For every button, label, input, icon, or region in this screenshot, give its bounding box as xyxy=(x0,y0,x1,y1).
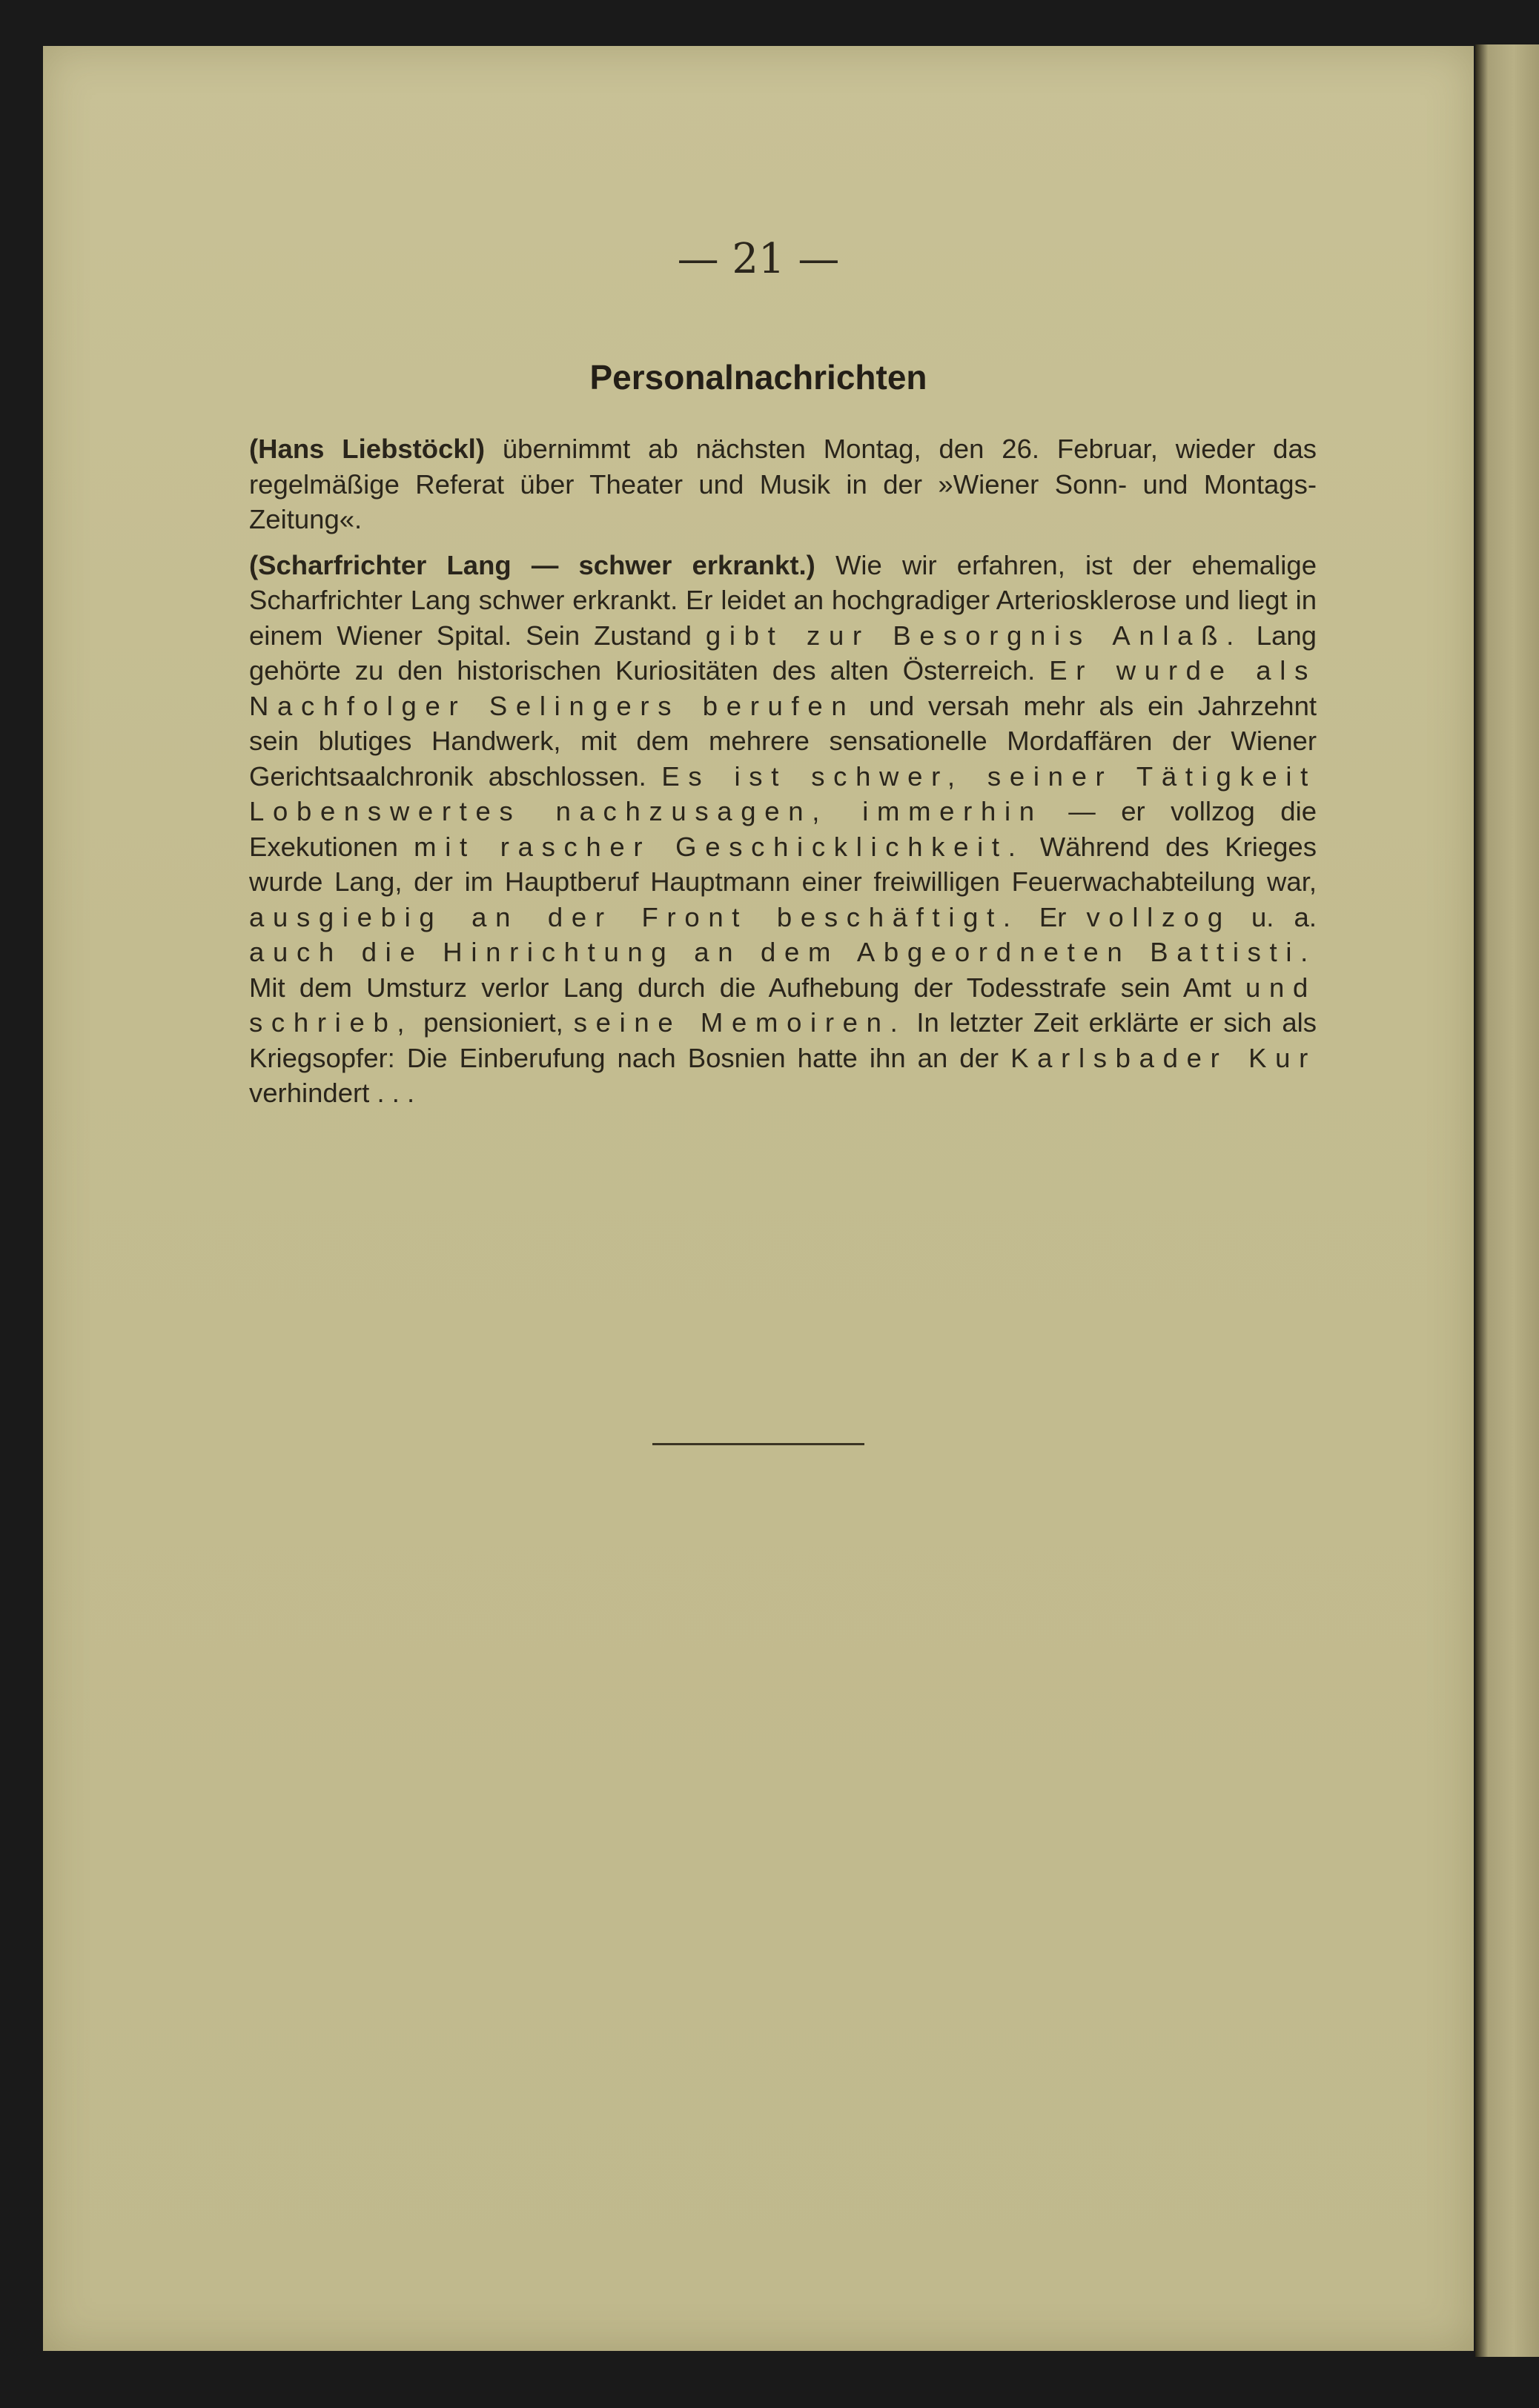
article-lead: (Scharfrichter Lang — schwer erkrankt.) xyxy=(249,549,815,580)
article-text: In letzter Zeit erklärte er sich als Kriegsopfer: Die Einberufung nach Bosnien hatte ihn an der xyxy=(249,1007,1317,1073)
next-page-edge xyxy=(1475,44,1539,2357)
article-text: verhindert . . . xyxy=(249,1078,415,1108)
spaced-text: auch die Hinrichtung an dem Abgeordneten Battisti. xyxy=(249,937,1317,967)
spaced-text: seine Memoiren. xyxy=(573,1007,907,1038)
spaced-text: Karlsbader Kur xyxy=(1010,1042,1317,1073)
end-rule xyxy=(652,1443,864,1445)
article-text: übernimmt ab nächsten Montag, den 26. Februar, wieder das regelmäßige Referat über Theater und Musik in der »Wiener Sonn- und Montags-Zeitung«. xyxy=(249,434,1317,534)
article-lang xyxy=(249,548,1317,1111)
article-text: und versah mehr als ein Jahrzehnt sein blutiges Handwerk, mit dem mehrere sensationelle Mordaffären der Wiener Gerichtsaalchronik abschlossen. xyxy=(249,690,1317,792)
spaced-text: Er wurde als Nachfolger Selingers berufen xyxy=(249,655,1317,721)
article-text: Wie wir erfahren, ist der ehemalige Scharfrichter Lang schwer erkrankt. Er leidet an hochgradiger Arteriosklerose und liegt in einem Wiener Spital. Sein Zustand xyxy=(249,549,1317,651)
article-text: Während des Krieges wurde Lang, der im Hauptberuf Hauptmann einer freiwilligen Feuerwachabteilung war, xyxy=(249,831,1317,897)
article-text: — er vollzog die Exekutionen xyxy=(249,796,1317,862)
article-text: Lang gehörte zu den historischen Kuriositäten des alten Österreich. xyxy=(249,620,1317,686)
article-text: Er xyxy=(1019,901,1087,932)
section-heading: Personalnachrichten xyxy=(589,358,927,397)
page-number: — 21 — xyxy=(677,235,840,283)
article-body xyxy=(249,431,1317,1121)
article-text: Mit dem Umsturz verlor Lang durch die Aufhebung der Todesstrafe sein Amt xyxy=(249,972,1246,1003)
article-text: u. a. xyxy=(1231,901,1317,932)
spaced-text: ausgiebig an der Front beschäftigt. xyxy=(249,901,1019,932)
article-liebstoeckl xyxy=(249,431,1317,537)
document-page xyxy=(43,46,1474,2351)
article-text: pensioniert, xyxy=(413,1007,574,1038)
spaced-text: gibt zur Besorgnis Anlaß. xyxy=(705,620,1242,651)
spaced-text: vollzog xyxy=(1086,901,1231,932)
spaced-text: und schrieb, xyxy=(249,972,1317,1038)
spaced-text: Es ist schwer, seiner Tätigkeit Lobenswertes nachzusagen, immerhin xyxy=(249,760,1317,826)
spaced-text: mit rascher Geschicklichkeit. xyxy=(414,831,1025,862)
article-lead: (Hans Liebstöckl) xyxy=(249,434,485,464)
